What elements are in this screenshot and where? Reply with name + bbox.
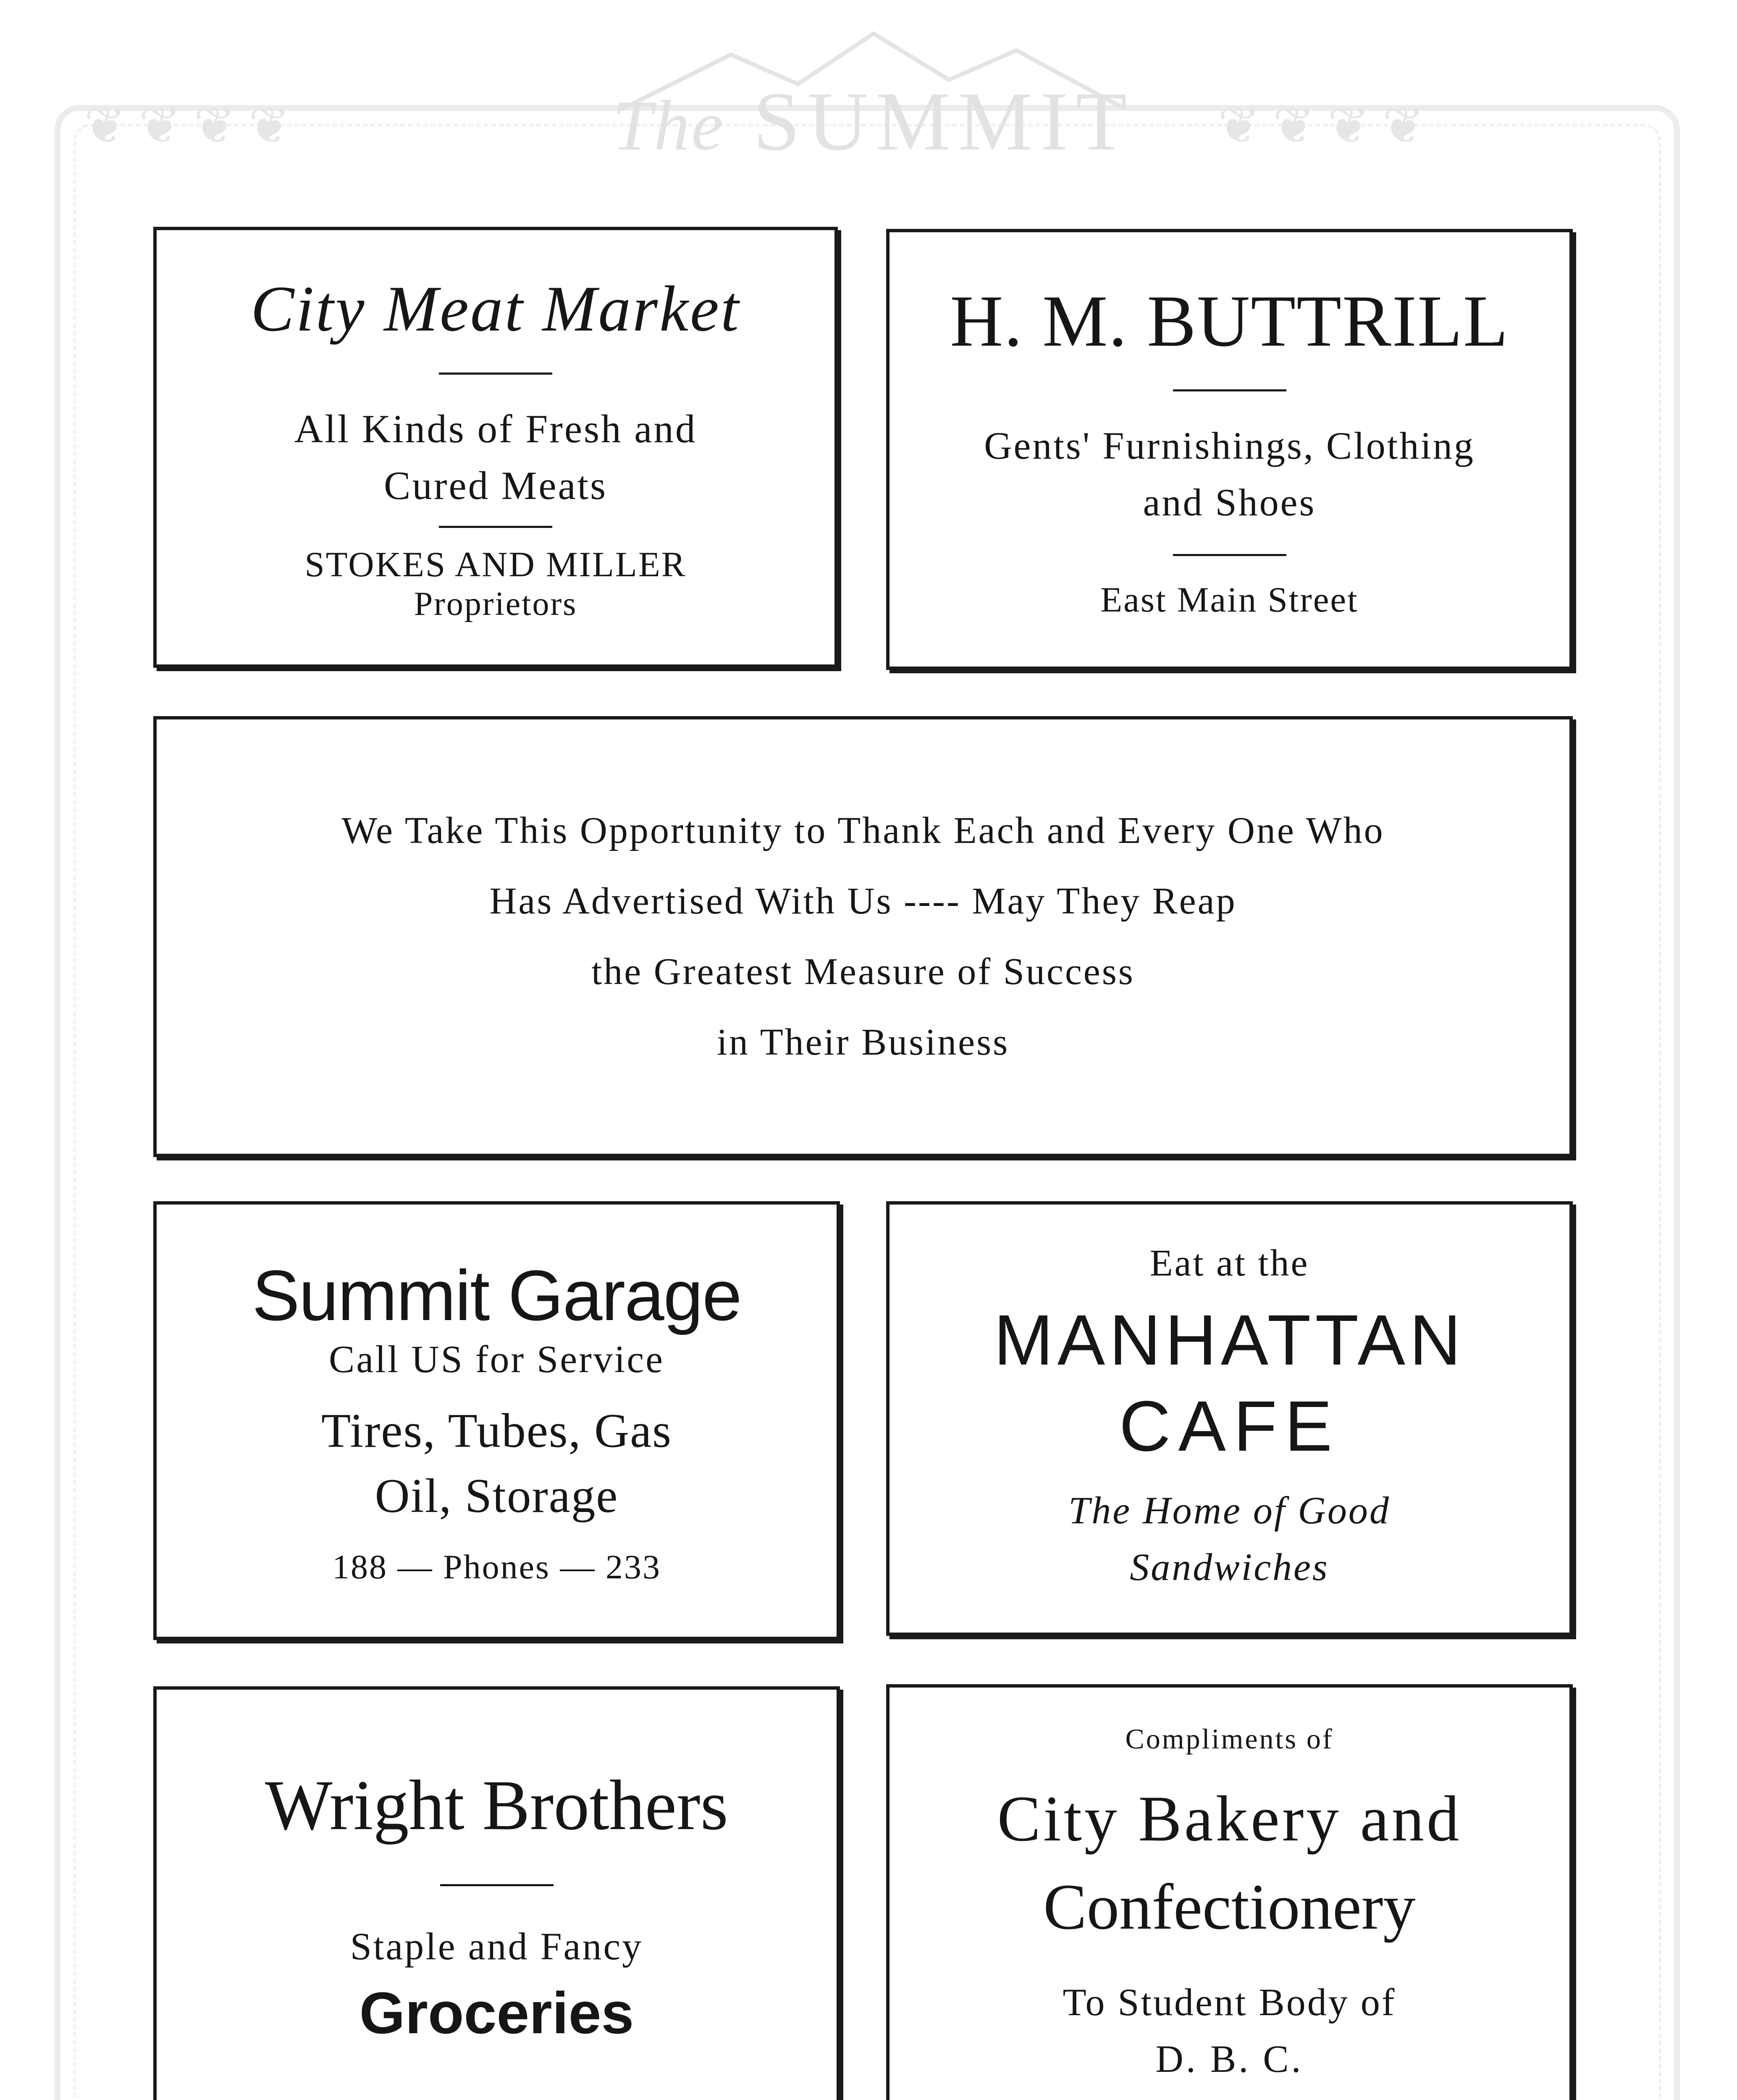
ad-address: East Main Street bbox=[1100, 580, 1359, 620]
ad-line: Oil, Storage bbox=[375, 1469, 619, 1522]
ad-line: Cured Meats bbox=[383, 463, 608, 508]
ad-title: City Meat Market bbox=[251, 273, 740, 345]
ad-title: Confectionery bbox=[1043, 1870, 1416, 1943]
notice-line: Has Advertised With Us ---- May They Reap bbox=[489, 880, 1237, 922]
ad-intro: Eat at the bbox=[1149, 1242, 1309, 1284]
divider bbox=[439, 373, 552, 375]
ad-owners: STOKES AND MILLER bbox=[304, 545, 687, 584]
ad-tagline: Sandwiches bbox=[1130, 1546, 1329, 1588]
masthead-the: The bbox=[612, 86, 725, 165]
ad-city-bakery bbox=[886, 1684, 1573, 2100]
divider bbox=[1173, 554, 1286, 556]
ad-title: City Bakery and bbox=[997, 1782, 1462, 1855]
ad-manhattan-cafe bbox=[886, 1201, 1573, 1636]
ad-title: H. M. BUTTRILL bbox=[950, 280, 1509, 362]
masthead-title: SUMMIT bbox=[753, 75, 1135, 168]
masthead bbox=[496, 71, 1252, 172]
ad-intro: Compliments of bbox=[1125, 1722, 1334, 1755]
ad-line: To Student Body of bbox=[1063, 1980, 1396, 2024]
ad-line: Staple and Fancy bbox=[350, 1925, 643, 1968]
notice-line: We Take This Opportunity to Thank Each and Every One Who bbox=[341, 810, 1385, 851]
ad-line: Gents' Furnishings, Clothing bbox=[984, 424, 1475, 467]
ad-tagline: The Home of Good bbox=[1068, 1489, 1391, 1532]
ad-title: MANHATTAN bbox=[994, 1300, 1465, 1380]
ad-line: Tires, Tubes, Gas bbox=[321, 1404, 672, 1457]
ad-phones: 188 — Phones — 233 bbox=[332, 1548, 661, 1586]
ad-owners-title: Proprietors bbox=[414, 585, 577, 622]
thank-you-notice bbox=[153, 716, 1573, 1157]
divider bbox=[439, 526, 552, 528]
ad-title: Wright Brothers bbox=[265, 1766, 728, 1845]
ad-line: D. B. C. bbox=[1155, 2037, 1304, 2080]
ad-title: Summit Garage bbox=[252, 1256, 741, 1336]
ad-line-emphasis: Groceries bbox=[359, 1980, 634, 2046]
ad-summit-garage bbox=[153, 1201, 840, 1640]
notice-line: the Greatest Measure of Success bbox=[591, 951, 1135, 992]
divider bbox=[1173, 389, 1286, 391]
ad-hm-buttrill bbox=[886, 229, 1573, 670]
ad-tagline: Call US for Service bbox=[328, 1338, 665, 1381]
ad-city-meat-market bbox=[153, 227, 838, 668]
ad-title: CAFE bbox=[1119, 1386, 1340, 1466]
notice-line: in Their Business bbox=[716, 1021, 1010, 1063]
vine-ornament-icon: ❦ ❦ ❦ ❦ bbox=[84, 98, 291, 154]
vine-ornament-icon: ❦ ❦ ❦ ❦ bbox=[1218, 98, 1425, 154]
ad-line: All Kinds of Fresh and bbox=[294, 407, 697, 451]
ad-line: and Shoes bbox=[1143, 480, 1316, 524]
ad-wright-brothers bbox=[153, 1686, 840, 2100]
divider bbox=[440, 1884, 554, 1886]
